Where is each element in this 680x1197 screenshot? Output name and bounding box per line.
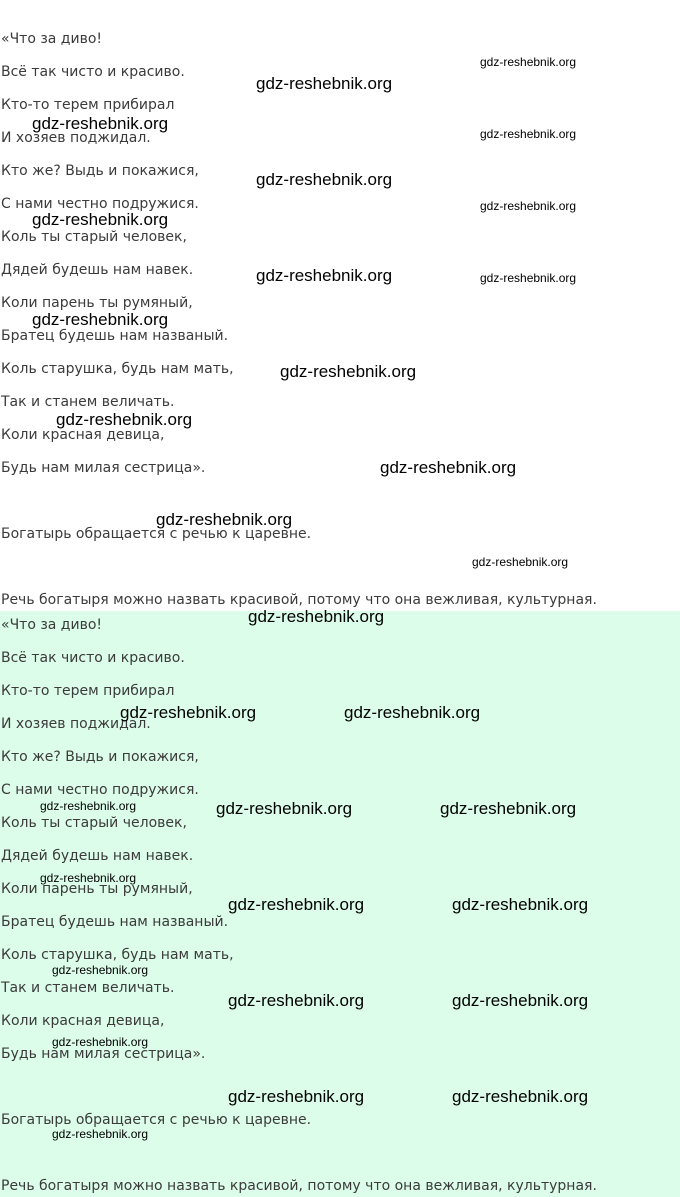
poem-line: Кто же? Выдь и покажися, [1, 749, 199, 765]
watermark: gdz-reshebnik.org [280, 362, 417, 381]
watermark: gdz-reshebnik.org [344, 703, 481, 722]
answer-text-speech: Речь богатыря можно назвать красивой, потому что она вежливая, культурная. [1, 592, 597, 608]
poem-line: Коли парень ты румяный, [1, 881, 193, 897]
poem-line: С нами честно подружися. [1, 196, 199, 212]
watermark: gdz-reshebnik.org [32, 210, 169, 229]
poem-line: Братец будешь нам названый. [1, 328, 229, 344]
answer-text-speaker: Богатырь обращается с речью к царевне. [1, 526, 312, 542]
watermark: gdz-reshebnik.org [52, 1127, 149, 1141]
poem-line: Коль старушка, будь нам мать, [1, 947, 234, 963]
poem-line: Коли парень ты румяный, [1, 295, 193, 311]
watermark: gdz-reshebnik.org [40, 799, 137, 813]
watermark: gdz-reshebnik.org [472, 555, 569, 569]
poem-line: Коли красная девица, [1, 427, 165, 443]
poem-line: Дядей будешь нам навек. [1, 848, 194, 864]
poem-line: И хозяев поджидал. [1, 130, 151, 146]
poem-line: Всё так чисто и красиво. [1, 64, 185, 80]
poem-line: Всё так чисто и красиво. [1, 650, 185, 666]
poem-line: «Что за диво! [1, 31, 103, 47]
poem-line: Дядей будешь нам навек. [1, 262, 194, 278]
watermark: gdz-reshebnik.org [156, 510, 293, 529]
poem-line: Коль старушка, будь нам мать, [1, 361, 234, 377]
answer-text-speech: Речь богатыря можно назвать красивой, потому что она вежливая, культурная. [1, 1178, 597, 1194]
poem-line: Будь нам милая сестрица». [1, 460, 206, 476]
watermark: gdz-reshebnik.org [120, 703, 257, 722]
poem-line: Будь нам милая сестрица». [1, 1046, 206, 1062]
watermark: gdz-reshebnik.org [52, 963, 149, 977]
watermark: gdz-reshebnik.org [480, 199, 577, 213]
watermark: gdz-reshebnik.org [32, 310, 169, 329]
watermark: gdz-reshebnik.org [256, 74, 393, 93]
watermark: gdz-reshebnik.org [480, 271, 577, 285]
poem-line: Братец будешь нам названый. [1, 914, 229, 930]
watermark: gdz-reshebnik.org [56, 410, 193, 429]
poem-line: Коль ты старый человек, [1, 229, 187, 245]
answer-section-2 [0, 607, 680, 1197]
poem-line: Кто же? Выдь и покажися, [1, 163, 199, 179]
watermark: gdz-reshebnik.org [248, 607, 385, 626]
poem-line: Коль ты старый человек, [1, 815, 187, 831]
poem-line: Так и станем величать. [1, 980, 175, 996]
poem-line: «Что за диво! [1, 617, 103, 633]
watermark: gdz-reshebnik.org [380, 458, 517, 477]
watermark: gdz-reshebnik.org [52, 1035, 149, 1049]
poem-line: Так и станем величать. [1, 394, 175, 410]
watermark: gdz-reshebnik.org [216, 799, 353, 818]
answer-text-speaker: Богатырь обращается с речью к царевне. [1, 1112, 312, 1128]
watermark: gdz-reshebnik.org [228, 895, 365, 914]
watermark: gdz-reshebnik.org [32, 114, 169, 133]
watermark: gdz-reshebnik.org [256, 266, 393, 285]
poem-line: С нами честно подружися. [1, 782, 199, 798]
watermark: gdz-reshebnik.org [452, 991, 589, 1010]
watermark: gdz-reshebnik.org [228, 991, 365, 1010]
watermark: gdz-reshebnik.org [480, 55, 577, 69]
poem-line: И хозяев поджидал. [1, 716, 151, 732]
watermark: gdz-reshebnik.org [40, 871, 137, 885]
watermark: gdz-reshebnik.org [480, 127, 577, 141]
watermark: gdz-reshebnik.org [452, 1087, 589, 1106]
watermark: gdz-reshebnik.org [440, 799, 577, 818]
poem-line: Кто-то терем прибирал [1, 97, 175, 113]
watermark: gdz-reshebnik.org [256, 170, 393, 189]
watermark: gdz-reshebnik.org [452, 895, 589, 914]
watermark: gdz-reshebnik.org [228, 1087, 365, 1106]
poem-line: Кто-то терем прибирал [1, 683, 175, 699]
poem-line: Коли красная девица, [1, 1013, 165, 1029]
